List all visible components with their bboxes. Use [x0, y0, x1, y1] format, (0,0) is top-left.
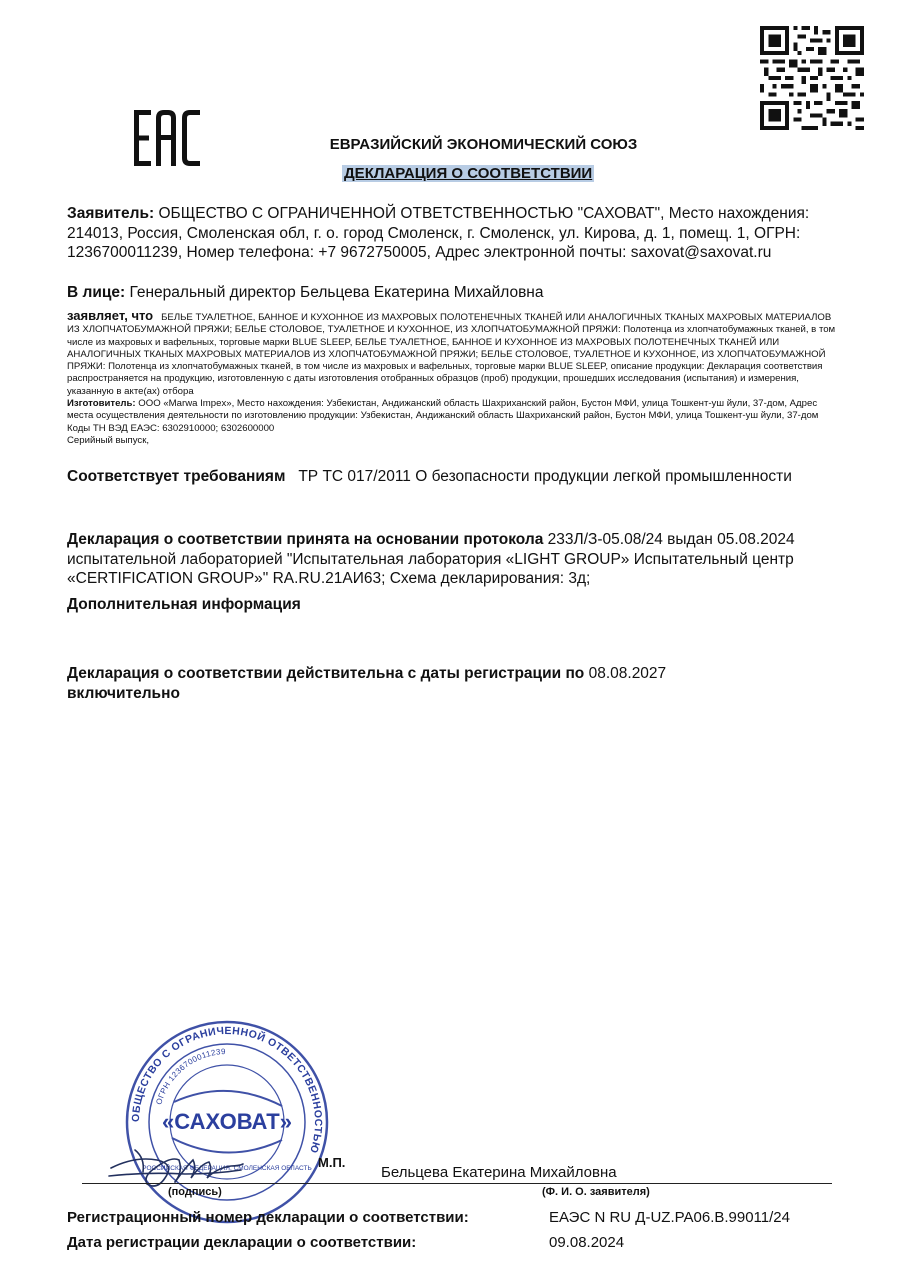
complies-text: ТР ТС 017/2011 О безопасности продукции легкой промышленности: [298, 468, 792, 485]
stamp-place-label: М.П.: [318, 1155, 346, 1170]
person-block: [67, 283, 837, 303]
declares-block: [67, 310, 842, 447]
seal-ogrn: ОГРН 1236700011239: [154, 1046, 227, 1106]
applicant-label: Заявитель:: [67, 205, 155, 222]
document-title: ДЕКЛАРАЦИЯ О СООТВЕТСТВИИ: [344, 165, 593, 182]
registration-date: 09.08.2024: [549, 1234, 625, 1251]
serial-release: Серийный выпуск,: [67, 434, 150, 446]
registration-number-label: Регистрационный номер декларации о соответствии:: [67, 1209, 469, 1226]
registration-number: ЕАЭС N RU Д-UZ.PA06.B.99011/24: [549, 1209, 790, 1226]
union-heading: ЕВРАЗИЙСКИЙ ЭКОНОМИЧЕСКИЙ СОЮЗ: [329, 136, 638, 153]
complies-block: [67, 467, 827, 487]
signature-caption: (подпись): [168, 1186, 222, 1198]
registration-date-label: Дата регистрации декларации о соответствии:: [67, 1234, 417, 1251]
validity-suffix: включительно: [67, 684, 180, 702]
basis-text: 233Л/З-05.08/24 выдан 05.08.2024 испытательной лабораторией "Испытательная лаборатория «LIGHT GROUP» Испытательный центр «CERTIFICATION GROUP»" RA.RU.21АИ63; Схема декларирования: 3д;: [67, 531, 795, 587]
applicant-block: [67, 204, 837, 263]
hs-codes: Коды ТН ВЭД ЕАЭС: 6302910000; 6302600000: [67, 422, 275, 434]
basis-block: [67, 530, 837, 589]
manufacturer-label: Изготовитель:: [67, 398, 136, 410]
validity-block: [67, 664, 837, 703]
declares-label: заявляет, что: [67, 308, 154, 323]
signature-line: [82, 1183, 832, 1184]
validity-date: 08.08.2027: [588, 665, 667, 682]
signer-caption: (Ф. И. О. заявителя): [542, 1186, 650, 1198]
qr-code-icon: [760, 26, 864, 130]
manufacturer-text: ООО «Marwa Impex», Место нахождения: Узбекистан, Андижанский область Шахриханский район, Бустон МФИ, улица Тошкент-уш йули, 37-дом, Адрес места осуществления деятельности по изготовлению продукции: Узбекистан, Андижанский область Шахриханский район, Бустон МФИ, улица Тошкент-уш йули, 37-дом: [67, 398, 819, 422]
person-text: Генеральный директор Бельцева Екатерина Михайловна: [129, 284, 544, 301]
basis-label: Декларация о соответствии принята на основании протокола: [67, 531, 544, 548]
complies-label: Соответствует требованиям: [67, 468, 286, 485]
seal-bottom-text: РОССИЙСКАЯ ФЕДЕРАЦИЯ, СМОЛЕНСКАЯ ОБЛАСТЬ: [142, 1165, 312, 1172]
validity-label: Декларация о соответствии действительна с даты регистрации по: [67, 665, 585, 682]
seal-company: «САХОВАТ»: [162, 1109, 292, 1134]
person-label: В лице:: [67, 284, 126, 301]
additional-info-label: Дополнительная информация: [67, 596, 301, 613]
applicant-text: ОБЩЕСТВО С ОГРАНИЧЕННОЙ ОТВЕТСТВЕННОСТЬЮ "САХОВАТ", Место нахождения: 214013, Россия, Смоленская обл, г. о. город Смоленск, г. Смоленск, ул. Кирова, д. 1, помещ. 1, ОГРН: 1236700011239, Номер телефона: +7 9672750005, Адрес электронной почты: saxovat@saxovat.ru: [67, 205, 810, 261]
product-description: БЕЛЬЕ ТУАЛЕТНОЕ, БАННОЕ И КУХОННОЕ ИЗ МАХРОВЫХ ПОЛОТЕНЕЧНЫХ ТКАНЕЙ ИЛИ АНАЛОГИЧНЫХ ТКАНЫХ МАХРОВЫХ МАТЕРИАЛОВ ИЗ ХЛОПЧАТОБУМАЖНОЙ ПРЯЖИ; БЕЛЬЕ СТОЛОВОЕ, ТУАЛЕТНОЕ И КУХОННОЕ, ИЗ ХЛОПЧАТОБУМАЖНОЙ ПРЯЖИ: Полотенца из хлопчатобумажных тканей, в том числе из махровых и вафельных, торговые марки BLUE SLEEP, БЕЛЬЕ ТУАЛЕТНОЕ, БАННОЕ И КУХОННОЕ ИЗ МАХРОВЫХ ПОЛОТЕНЕЧНЫХ ТКАНЕЙ ИЛИ АНАЛОГИЧНЫХ ТКАНЫХ МАХРОВЫХ МАТЕРИАЛОВ ИЗ ХЛОПЧАТОБУМАЖНОЙ ПРЯЖИ; БЕЛЬЕ СТОЛОВОЕ, ТУАЛЕТНОЕ И КУХОННОЕ, ИЗ ХЛОПЧАТОБУМАЖНОЙ ПРЯЖИ: Полотенца из хлопчатобумажных тканей, в том числе из махровых и вафельных, торговые марки BLUE SLEEP, описание продукции: Декларация соответствия распространяется на продукцию, изготовленную с даты изготовления отобранных образцов (проб) продукции, прошедших исследования (испытания) и измерения, указанную в акте(ах) отбора: [67, 312, 836, 397]
seal-outer-text: ОБЩЕСТВО С ОГРАНИЧЕННОЙ ОТВЕТСТВЕННОСТЬЮ: [129, 1024, 325, 1155]
signer-name: Бельцева Екатерина Михайловна: [381, 1164, 617, 1181]
